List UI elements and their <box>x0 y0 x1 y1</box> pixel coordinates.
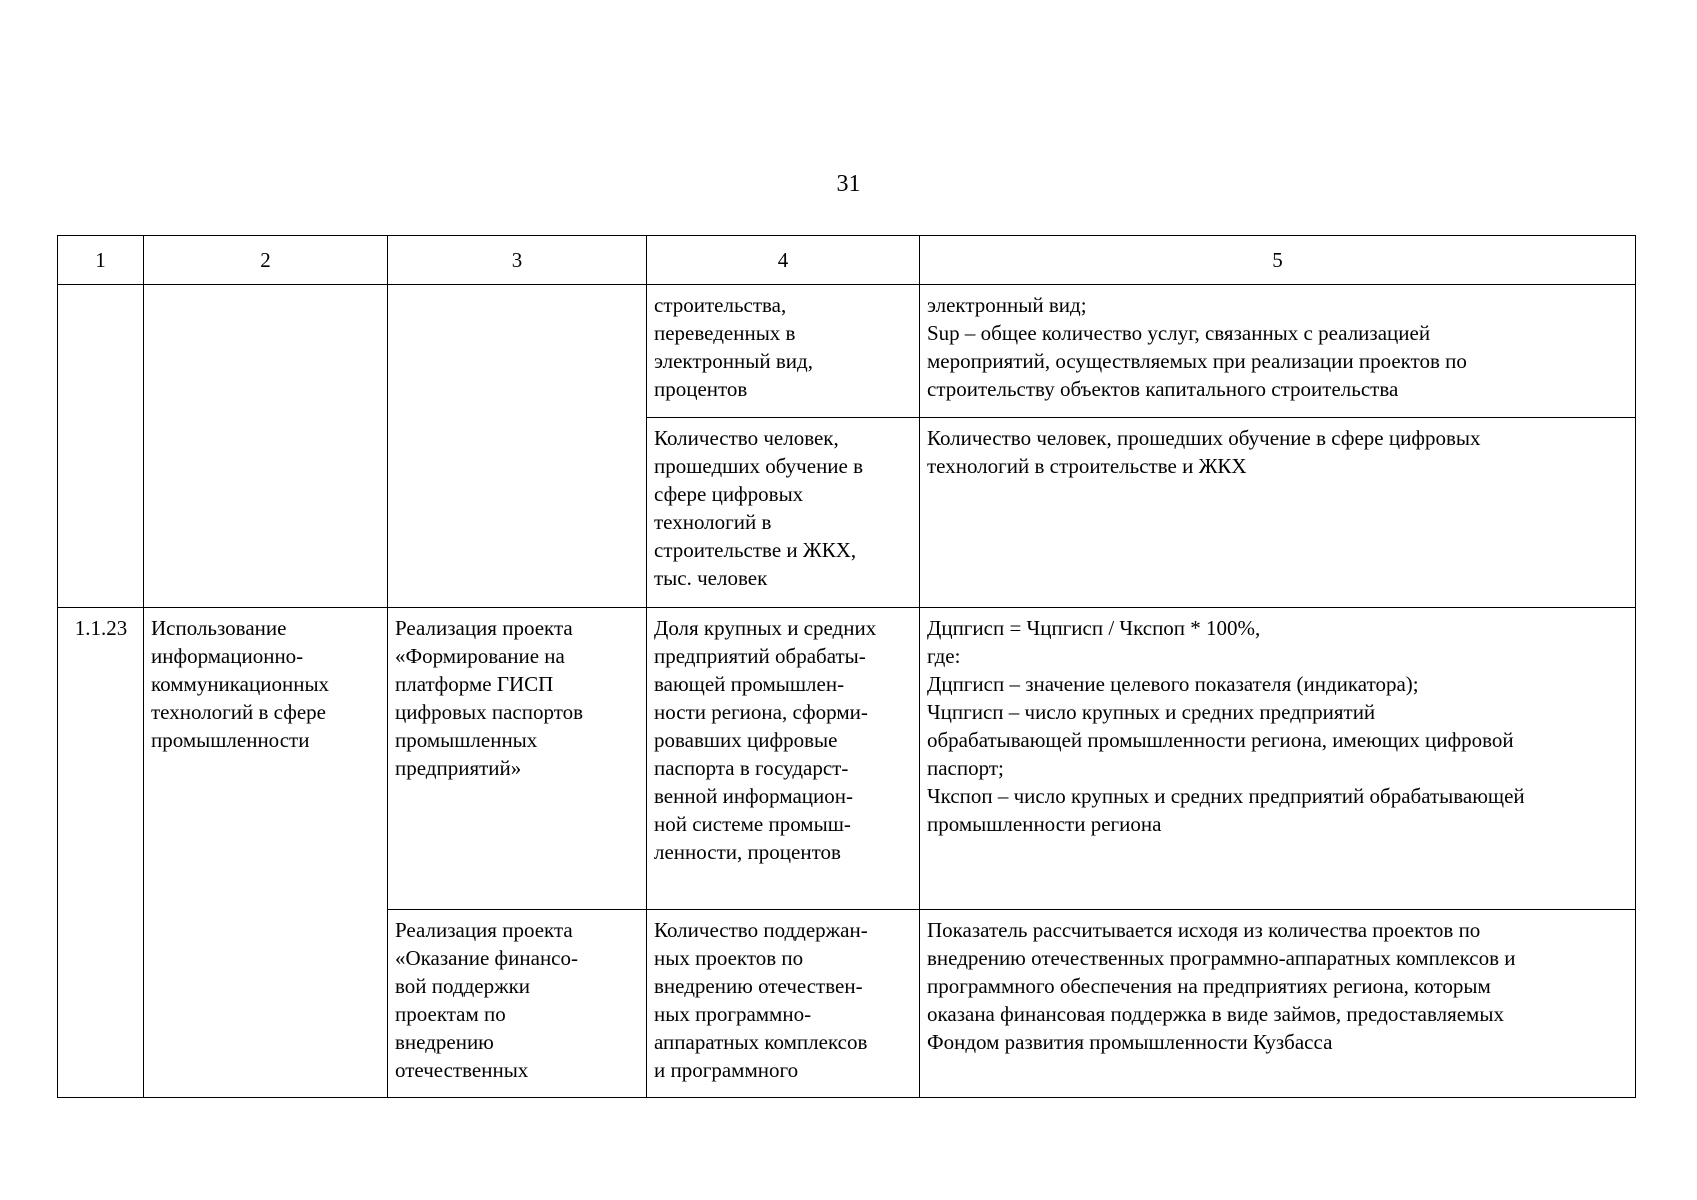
indicators-table <box>57 235 1636 1098</box>
cell-indicator: строительства, переведенных в электронный вид, процентов <box>647 285 920 418</box>
cell-method: электронный вид; Sup – общее количество услуг, связанных с реализацией мероприятий, осуществляемых при реализации проектов по строительству объектов капитального строительства <box>920 285 1636 418</box>
header-cell-2: 2 <box>144 236 388 285</box>
cell-number <box>58 285 144 608</box>
table-row <box>58 285 1636 418</box>
cell-indicator: Количество человек, прошедших обучение в сфере цифровых технологий в строительстве и ЖКХ, тыс. человек <box>647 418 920 608</box>
cell-method: Дцпгисп = Чцпгисп / Чкспоп * 100%, где: Дцпгисп – значение целевого показателя (индикатора); Чцпгисп – число крупных и средних предприятий обрабатывающей промышленности региона, имеющих цифровой паспорт; Чкспоп – число крупных и средних предприятий обрабатывающей промышленности региона <box>920 608 1636 910</box>
header-cell-5: 5 <box>920 236 1636 285</box>
header-cell-3: 3 <box>388 236 647 285</box>
table-header-row <box>58 236 1636 285</box>
header-cell-1: 1 <box>58 236 144 285</box>
cell-project <box>388 285 647 608</box>
cell-method: Показатель рассчитывается исходя из количества проектов по внедрению отечественных программно-аппаратных комплексов и программного обеспечения на предприятиях региона, которым оказана финансовая поддержка в виде займов, предоставляемых Фондом развития промышленности Кузбасса <box>920 910 1636 1098</box>
cell-project: Реализация проекта «Формирование на платформе ГИСП цифровых паспортов промышленных предприятий» <box>388 608 647 910</box>
cell-indicator: Количество поддержан- ных проектов по внедрению отечествен- ных программно- аппаратных комплексов и программного <box>647 910 920 1098</box>
cell-method: Количество человек, прошедших обучение в сфере цифровых технологий в строительстве и ЖКХ <box>920 418 1636 608</box>
cell-project: Реализация проекта «Оказание финансо- вой поддержки проектам по внедрению отечественных <box>388 910 647 1098</box>
cell-measure-name <box>144 285 388 608</box>
page-number: 31 <box>836 171 861 197</box>
cell-indicator: Доля крупных и средних предприятий обрабаты- вающей промышлен- ности региона, сформи- ровавших цифровые паспорта в государст- венной информацион- ной системе промыш- ленности, процентов <box>647 608 920 910</box>
cell-number: 1.1.23 <box>58 608 144 1098</box>
table-row <box>58 608 1636 910</box>
header-cell-4: 4 <box>647 236 920 285</box>
cell-measure-name: Использование информационно- коммуникационных технологий в сфере промышленности <box>144 608 388 1098</box>
